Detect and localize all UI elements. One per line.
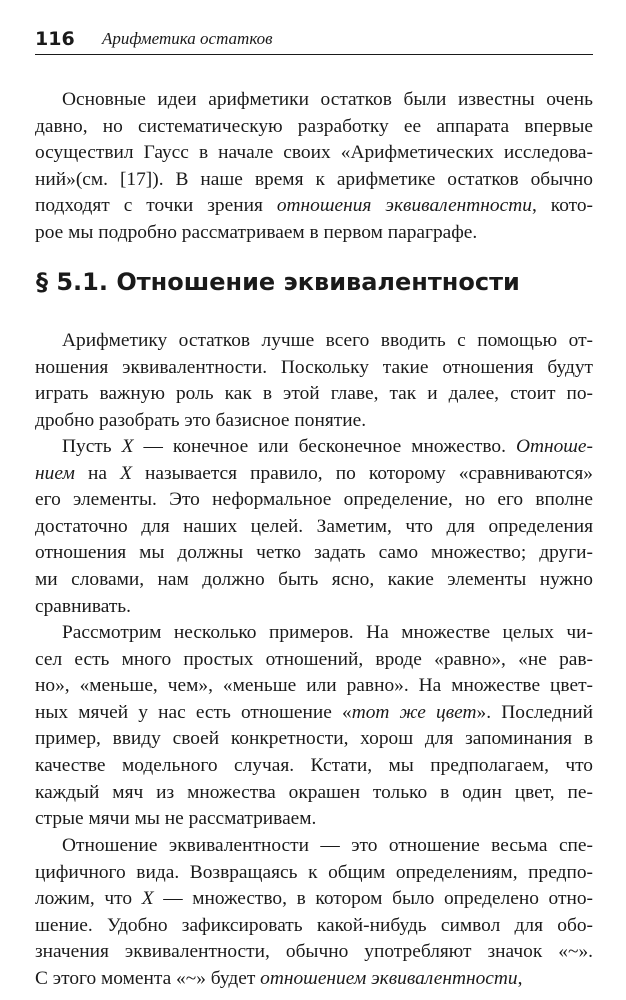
running-header [35, 26, 593, 55]
text-line: С этого момента «~» будет отношением эквивалентности, [35, 967, 523, 989]
text-line: его элементы. Это неформальное определение, но его вполне [35, 489, 593, 511]
text-line: ми словами, нам должно быть ясно, какие элементы нужно [35, 568, 593, 590]
section-heading: § 5.1. Отношение эквивалентности [36, 268, 520, 296]
text-line: шение. Удобно зафиксировать какой-нибудь символ для обо- [35, 914, 593, 936]
paragraph-2 [35, 434, 593, 620]
text-line: цифичного вида. Возвращаясь к общим определениям, предпо- [35, 861, 593, 883]
text-line: Арифметику остатков лучше всего вводить с помощью от- [62, 330, 593, 351]
text-line: нием на X называется правило, по которому «сравниваются» [35, 462, 593, 484]
paragraph-1 [35, 328, 593, 434]
text-line: рое мы подробно рассматриваем в первом параграфе. [35, 221, 478, 243]
text-line: ний»(см. [17]). В наше время к арифметике остатков обычно [35, 168, 593, 190]
text-line: осуществил Гаусс в начале своих «Арифметических исследова- [35, 142, 593, 164]
text-line: пример, ввиду своей конкретности, хорош для запоминания в [35, 728, 593, 750]
page-number: 116 [35, 28, 75, 50]
text-line: достаточно для наших целей. Заметим, что для определения [35, 515, 593, 537]
text-line: сел есть много простых отношений, вроде «равно», «не рав- [35, 648, 593, 670]
text-line: значения эквивалентности, обычно употребляют значок «~». [35, 941, 593, 963]
text-line: ношения эквивалентности. Поскольку такие отношения будут [35, 356, 593, 378]
text-line: стрые мячи мы не рассматриваем. [35, 808, 317, 830]
text-line: качестве модельного случая. Кстати, мы предполагаем, что [35, 754, 593, 776]
text-line: Рассмотрим несколько примеров. На множестве целых чи- [62, 622, 593, 643]
text-line: каждый мяч из множества окрашен только в один цвет, пе- [35, 781, 593, 803]
text-line: ных мячей у нас есть отношение «тот же цвет». Последний [35, 701, 593, 723]
text-line: Пусть X — конечное или бесконечное множество. Отноше- [62, 436, 593, 457]
text-line: отношения мы должны четко задать само множество; други- [35, 542, 593, 564]
paragraph-3 [35, 620, 593, 833]
text-line: подходят с точки зрения отношения эквивалентности, кото- [35, 195, 594, 217]
text-line: ложим, что X — множество, в котором было определено отно- [35, 888, 593, 910]
running-title: Арифметика остатков [102, 29, 273, 48]
text-line: играть важную роль как в этой главе, так и далее, стоит по- [35, 383, 593, 405]
text-line: но», «меньше, чем», «меньше или равно». На множестве цвет- [35, 675, 593, 697]
text-line: Отношение эквивалентности — это отношение весьма спе- [62, 835, 593, 856]
text-line: сравнивать. [35, 595, 131, 617]
text-line: дробно разобрать это базисное понятие. [35, 409, 367, 431]
paragraph-4 [35, 833, 593, 993]
text-line: Основные идеи арифметики остатков были известны очень [62, 89, 593, 110]
text-line: давно, но систематическую разработку ее аппарата впервые [35, 115, 593, 137]
intro-paragraph [35, 87, 594, 247]
